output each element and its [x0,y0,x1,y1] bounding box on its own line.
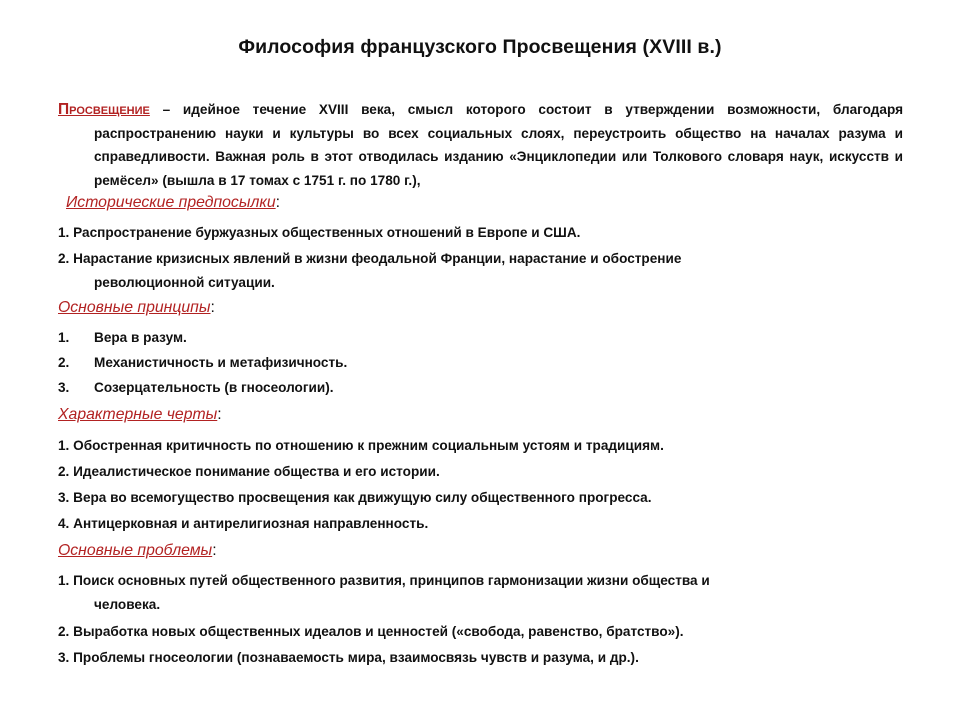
list-item [58,486,858,510]
list-item [58,646,858,670]
list-item [58,351,858,375]
list-item [58,460,858,484]
item-text: Механистичность и метафизичность. [94,355,348,370]
item-text-continuation: человека. [94,596,161,612]
item-text: Антицерковная и антирелигиозная направленность. [69,516,429,531]
intro-paragraph [58,98,903,192]
intro-text: – идейное течение XVIII века, смысл которого состоит в утверждении возможности, благодаря распространению науки и культуры во всех социальных слоях, переустроить общество на началах разума и справедливости. Важная роль в этот отводилась изданию «Энциклопедии или Толкового словаря наук, искусств и ремёсел» (вышла в 17 томах с 1751 г. по 1780 г.), [94,102,903,188]
item-text: Выработка новых общественных идеалов и ценностей («свобода, равенство, братство»). [69,624,684,639]
item-text: Распространение буржуазных общественных отношений в Европе и США. [69,225,581,240]
heading-principles: Основные принципы: [58,299,215,316]
item-number: 3. [58,490,70,505]
heading-historical-text: Исторические предпосылки [66,194,276,211]
item-number: 2. [58,251,70,266]
heading-features: Характерные черты: [58,406,222,423]
item-text: Проблемы гносеологии (познаваемость мира, взаимосвязь чувств и разума, и др.). [69,650,639,665]
list-item [58,376,858,400]
item-text: Вера в разум. [94,330,187,345]
item-text: Нарастание кризисных явлений в жизни феодальной Франции, нарастание и обострение [69,251,682,266]
list-item [58,221,858,245]
item-number: 1. [58,438,70,453]
heading-historical: Исторические предпосылки: [66,194,281,211]
list-item [58,512,858,536]
item-number: 1. [58,225,70,240]
heading-problems: Основные проблемы: [58,542,217,559]
item-number: 1. [58,330,70,345]
heading-features-text: Характерные черты [58,406,218,423]
item-text: Вера во всемогущество просвещения как движущую силу общественного прогресса. [69,490,652,505]
item-number: 2. [58,624,70,639]
item-number: 1. [58,573,70,588]
item-number: 3. [58,650,70,665]
item-number: 3. [58,380,70,395]
list-item [58,569,858,616]
slide-title: Философия французского Просвещения (XVIII в.) [238,36,722,58]
list-item [58,620,858,644]
heading-problems-text: Основные проблемы [58,542,213,559]
item-text: Обостренная критичность по отношению к прежним социальным устоям и традициям. [69,438,664,453]
item-number: 2. [58,355,70,370]
list-item [58,326,858,350]
item-text: Идеалистическое понимание общества и его истории. [69,464,440,479]
item-number: 2. [58,464,70,479]
item-text-continuation: революционной ситуации. [94,274,275,290]
list-item [58,247,858,294]
item-text: Поиск основных путей общественного развития, принципов гармонизации жизни общества и [69,573,710,588]
item-number: 4. [58,516,70,531]
heading-principles-text: Основные принципы [58,299,211,316]
intro-term: Просвещение [58,101,150,118]
list-item [58,434,858,458]
item-text: Созерцательность (в гносеологии). [94,380,334,395]
